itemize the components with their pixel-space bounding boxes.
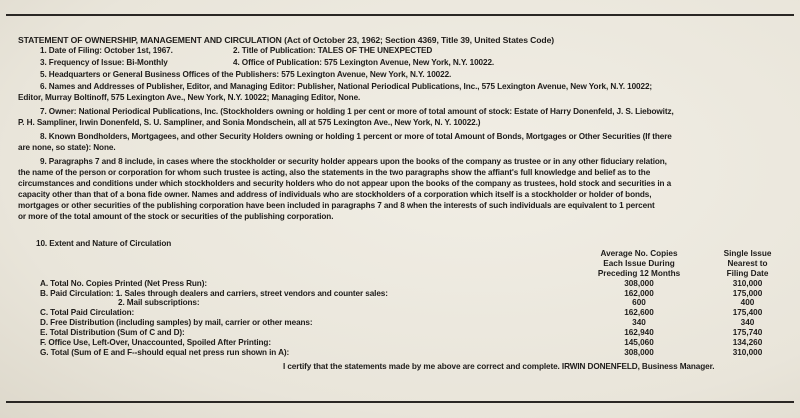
row-f-label: F. Office Use, Left-Over, Unaccounted, Spoiled After Printing: — [40, 338, 271, 347]
item-8-line-1: 8. Known Bondholders, Mortgagees, and other Security Holders owning or holding 1 percent or more of total Amount of Bonds, Mortgages or Other Securities (If there — [40, 132, 672, 141]
row-c-avg: 162,600 — [624, 308, 654, 317]
row-g-label: G. Total (Sum of E and F--should equal net press run shown in A): — [40, 348, 290, 357]
item-9-line-4: capacity other than that of a bona fide owner. Names and address of individuals who are stockholders of a corporation which itself is a stockholder or holder of bonds, — [18, 190, 652, 199]
row-b2-label: 2. Mail subscriptions: — [118, 298, 200, 307]
bottom-rule — [6, 401, 794, 403]
item-7-line-1: 7. Owner: National Periodical Publications, Inc. (Stockholders owning or holding 1 per cent or more of total amount of stock: Estate of Harry Donenfeld, J. S. Liebowitz, — [40, 107, 674, 116]
item-9-line-1: 9. Paragraphs 7 and 8 include, in cases where the stockholder or security holder appears upon the books of the company as trustee or in any other fiduciary relation, — [40, 157, 667, 166]
item-3-frequency: 3. Frequency of Issue: Bi-Monthly — [40, 58, 168, 67]
row-b1-single: 175,000 — [732, 289, 763, 298]
top-rule — [6, 14, 794, 16]
row-a-single: 310,000 — [732, 279, 763, 288]
certification-statement: I certify that the statements made by me above are correct and complete. IRWIN DONENFELD, Business Manager. — [283, 362, 715, 371]
item-9-line-3: circumstances and conditions under which stockholders and security holders who do not appear upon the books of the company as trustees, hold stock and securities in a — [18, 179, 672, 188]
row-c-label: C. Total Paid Circulation: — [40, 308, 135, 317]
statement-heading: STATEMENT OF OWNERSHIP, MANAGEMENT AND CIRCULATION (Act of October 23, 1962; Section 4369, Title 39, United States Code) — [18, 35, 555, 45]
col1-header-line-2: Each Issue During — [603, 259, 675, 268]
item-9-line-2: the name of the person or corporation for whom such trustee is acting, also the statements in the two paragraphs show the affiant's full knowledge and belief as to the — [18, 168, 651, 177]
item-8-line-2: are none, so state): None. — [18, 143, 116, 152]
row-a-avg: 308,000 — [624, 279, 654, 288]
row-g-avg: 308,000 — [624, 348, 654, 357]
item-7-line-2: P. H. Sampliner, Irwin Donenfeld, S. U. Sampliner, and Sonia Mondschein, all at 575 Lexington Ave., New York, N. Y. 10022.) — [18, 118, 481, 127]
col1-header-line-3: Preceding 12 Months — [597, 269, 681, 278]
row-e-single: 175,740 — [732, 328, 763, 337]
row-b1-avg: 162,000 — [624, 289, 654, 298]
row-e-label: E. Total Distribution (Sum of C and D): — [40, 328, 185, 337]
col2-header-line-1: Single Issue — [723, 249, 772, 258]
row-d-single: 340 — [740, 318, 755, 327]
row-f-single: 134,260 — [732, 338, 763, 347]
row-e-avg: 162,940 — [624, 328, 654, 337]
row-f-avg: 145,060 — [624, 338, 654, 347]
item-9-line-5: mortgages or other securities of the publishing corporation have been included in paragraphs 7 and 8 when the interests of such individuals are equivalent to 1 percent — [18, 201, 655, 210]
item-2-title: 2. Title of Publication: TALES OF THE UNEXPECTED — [233, 46, 433, 55]
item-9-line-6: or more of the total amount of the stock or securities of the publishing corporation. — [18, 212, 334, 221]
item-6-line-1: 6. Names and Addresses of Publisher, Editor, and Managing Editor: Publisher, National Periodical Publications, Inc., 575 Lexington Avenue, New York, N.Y. 10022; — [40, 82, 653, 91]
row-d-avg: 340 — [632, 318, 646, 327]
item-6-line-2: Editor, Murray Boltinoff, 575 Lexington Ave., New York, N.Y. 10022; Managing Editor, None. — [18, 93, 361, 102]
col2-header-line-3: Filing Date — [726, 269, 769, 278]
item-4-office: 4. Office of Publication: 575 Lexington Avenue, New York, N.Y. 10022. — [233, 58, 495, 67]
row-g-single: 310,000 — [732, 348, 763, 357]
row-b1-label: B. Paid Circulation: 1. Sales through dealers and carriers, street vendors and counter sales: — [40, 289, 388, 298]
row-a-label: A. Total No. Copies Printed (Net Press Run): — [40, 279, 207, 288]
item-5-headquarters: 5. Headquarters or General Business Offices of the Publishers: 575 Lexington Avenue, New York, N.Y. 10022. — [40, 70, 452, 79]
item-1-date-of-filing: 1. Date of Filing: October 1st, 1967. — [40, 46, 173, 55]
row-d-label: D. Free Distribution (including samples) by mail, carrier or other means: — [40, 318, 313, 327]
row-c-single: 175,400 — [732, 308, 763, 317]
circulation-heading: 10. Extent and Nature of Circulation — [36, 239, 172, 248]
row-b2-avg: 600 — [632, 298, 646, 307]
col1-header-line-1: Average No. Copies — [600, 249, 678, 258]
row-b2-single: 400 — [740, 298, 755, 307]
col2-header-line-2: Nearest to — [727, 259, 768, 268]
